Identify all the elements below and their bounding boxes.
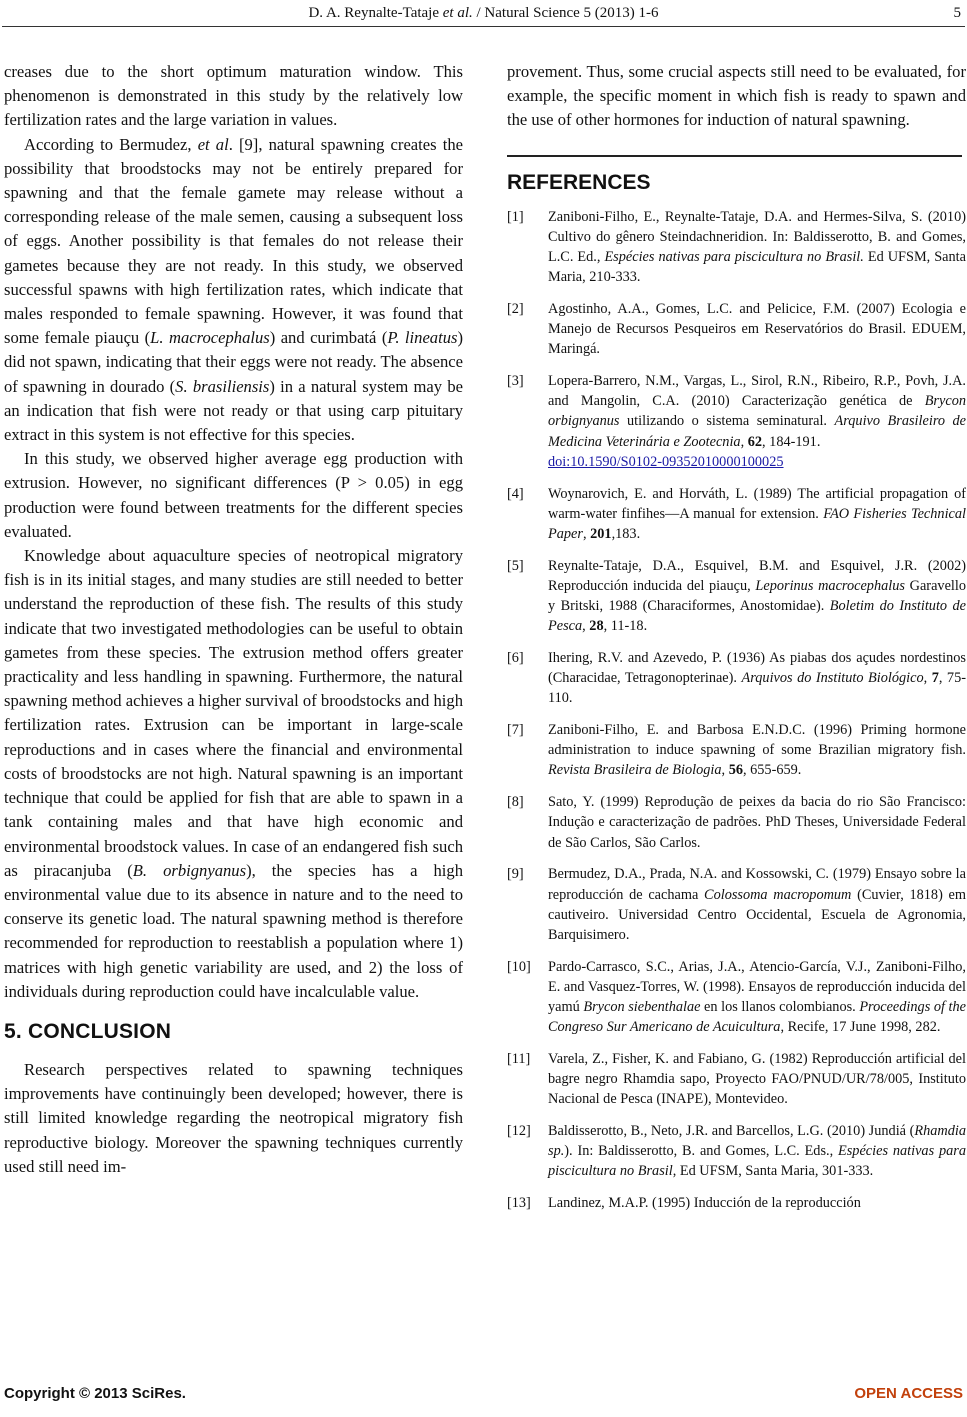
paragraph-egg-production: In this study, we observed higher average egg production with extrusion. However, no significant differences (P > 0.05) in egg production were found between treatments for the different species evaluated. bbox=[4, 449, 463, 541]
reference-item: [6] Ihering, R.V. and Azevedo, P. (1936) As piabas dos açudes nordestinos (Characidae, Tetragonopterinae). Arquivos do Instituto Biológico, 7, 75-110. bbox=[507, 649, 966, 707]
paragraph-conclusion: Research perspectives related to spawning techniques improvements have continuingly been developed; however, there is still limited knowledge regarding the neotropical migratory fish reproductive biology. Moreover the spawning techniques currently used still need im- bbox=[4, 1059, 463, 1176]
reference-item: [13] Landinez, M.A.P. (1995) Inducción de la reproducción bbox=[507, 1195, 861, 1212]
doi-link[interactable]: doi:10.1590/S0102-09352010000100025 bbox=[548, 453, 784, 470]
copyright-notice: Copyright © 2013 SciRes. bbox=[4, 1385, 186, 1402]
running-header bbox=[0, 4, 967, 26]
references-rule bbox=[507, 155, 962, 157]
header-rule bbox=[2, 26, 965, 27]
page-number: 5 bbox=[953, 5, 961, 21]
paragraph-bermudez: According to Bermudez, et al. [9], natural spawning creates the possibility that broodstocks may not be entirely prepared for spawning and that the female gamete may release without a corresponding release of the male semen, causing a subsequent loss of eggs. Another possibility is that females do not release their gametes because they are not ready. In this study, we observed successful spawns with high fertilization rates, which indicate that males responded to female spawning. However, it was found that some female piauçu (L. macrocephalus) and curimbatá (P. lineatus) did not spawn, indicating that their eggs were not ready. The absence of spawning in dourado (S. brasiliensis) in a natural system may be an indication that fish were not ready or that using carp pituitary extract in this system is not effective for this species. bbox=[4, 134, 464, 445]
references-heading: REFERENCES bbox=[507, 170, 651, 194]
paragraph-conclusion-continued: provement. Thus, some crucial aspects still need to be evaluated, for example, the specific moment in which fish is ready to spawn and the use of other hormones for induction of natural spawning. bbox=[507, 62, 966, 130]
open-access-label: OPEN ACCESS bbox=[854, 1385, 963, 1402]
reference-item: [1] Zaniboni-Filho, E., Reynalte-Tataje, D.A. and Hermes-Silva, S. (2010) Cultivo do gênero Steindachneridion. In: Baldisserotto, B. and Gomes, L.C. Ed., Espécies nativas para piscicultura no Brasil. Ed UFSM, Santa Maria, 210-333. bbox=[507, 208, 966, 286]
conclusion-heading: 5. CONCLUSION bbox=[4, 1019, 172, 1043]
paragraph-continuation: creases due to the short optimum maturation window. This phenomenon is demonstrated in this study by the relatively low fertilization rates and the large variation in values. bbox=[4, 62, 463, 130]
reference-item: [9] Bermudez, D.A., Prada, N.A. and Kossowski, C. (1979) Ensayo sobre la reproducción de cachama Colossoma macropomum (Cuvier, 1818) em cautiveiro. Universidad Centro Occidental, Escuela de Agronomia, Barquisimero. bbox=[507, 866, 966, 943]
left-column bbox=[4, 60, 463, 1179]
reference-item: [11] Varela, Z., Fisher, K. and Fabiano, G. (1982) Reproducción artificial del bagre negro Rhamdia sapo, Proyecto FAO/PNUD/UR/78/005, Instituto Nacional de Pesca (INAPE), Montevideo. bbox=[507, 1050, 966, 1108]
right-column bbox=[507, 60, 966, 1225]
reference-item: [5] Reynalte-Tataje, D.A., Esquivel, B.M. and Esquivel, J.R. (2002) Reproducción inducida del piauçu, Leporinus macrocephalus Garavello y Britski, 1988 (Characiformes, Anostomidae). Boletim do Instituto de Pesca, 28, 11-18. bbox=[507, 557, 967, 635]
reference-item: [12] Baldisserotto, B., Neto, J.R. and Barcellos, L.G. (2010) Jundiá (Rhamdia sp.). In: Baldisserotto, B. and Gomes, L.C. Eds., Espécies nativas para piscicultura no Brasil, Ed UFSM, Santa Maria, 301-333. bbox=[507, 1123, 966, 1180]
page-footer bbox=[0, 1385, 967, 1409]
reference-item: [4] Woynarovich, E. and Horváth, L. (1989) The artificial propagation of warm-water finfihes—A manual for extension. FAO Fisheries Technical Paper, 201,183. bbox=[507, 485, 967, 542]
reference-item: [2] Agostinho, A.A., Gomes, L.C. and Pelicice, F.M. (2007) Ecologia e Manejo de Recursos Pesqueiros em Reservatórios do Brasil. EDUEM, Maringá. bbox=[507, 300, 966, 358]
reference-item: [10] Pardo-Carrasco, S.C., Arias, J.A., Atencio-García, V.J., Zaniboni-Filho, E. and Vasquez-Torres, W. (1998). Ensayos de reproducción inducida del yamú Brycon siebenthalae en los llanos colombianos. Proceedings of the Congreso Sur Americano de Acuicultura, Recife, 17 June 1998, 282. bbox=[507, 958, 966, 1036]
reference-item: [3] Lopera-Barrero, N.M., Vargas, L., Sirol, R.N., Ribeiro, R.P., Povh, J.A. and Mangolin, C.A. (2010) Caracterização genética de Brycon orbignyanus utilizando o sistema seminatural. Arquivo Brasileiro de Medicina Veterinária e Zootecnia, 62, 184-191. doi:10.1590/S0102-09352010000100025 bbox=[507, 373, 967, 470]
paragraph-knowledge: Knowledge about aquaculture species of neotropical migratory fish is in its initial stages, and many studies are still needed to better understand the reproduction of these fish. The results of this study indicate that two investigated methodologies can be useful to obtain gametes from these species. The extrusion method offers greater practicality and less handling in spawning. Furthermore, the natural spawning method achieves a higher survival of broodstocks and high fertilization rates. Extrusion can be important in large-scale reproductions and in cases where the financial and environmental costs of broodstocks are not high. Natural spawning is an important technique that could be applied for fish that are able to spawn in a tank containing males and that have high economic and environmental broodstock values. In case of an endangered fish such as piracanjuba (B. orbignyanus), the species has a high environmental value due to its absence in nature and to the need to conserve its genetic load. The natural spawning method is therefore recommended for reproduction to reestablish a population where 1) matrices with high genetic variability are used, and 2) the loss of individuals during reproduction could have incalculable value. bbox=[4, 546, 464, 1001]
header-title: D. A. Reynalte-Tataje et al. / Natural Science 5 (2013) 1-6 bbox=[308, 5, 659, 21]
reference-item: [8] Sato, Y. (1999) Reprodução de peixes da bacia do rio São Francisco: Indução e caracterização de padrões. PhD Theses, Universidade Federal de São Carlos, São Carlos. bbox=[507, 794, 966, 851]
reference-item: [7] Zaniboni-Filho, E. and Barbosa E.N.D.C. (1996) Priming hormone administration to induce spawning of some Brazilian migratory fish. Revista Brasileira de Biologia, 56, 655-659. bbox=[507, 722, 966, 779]
